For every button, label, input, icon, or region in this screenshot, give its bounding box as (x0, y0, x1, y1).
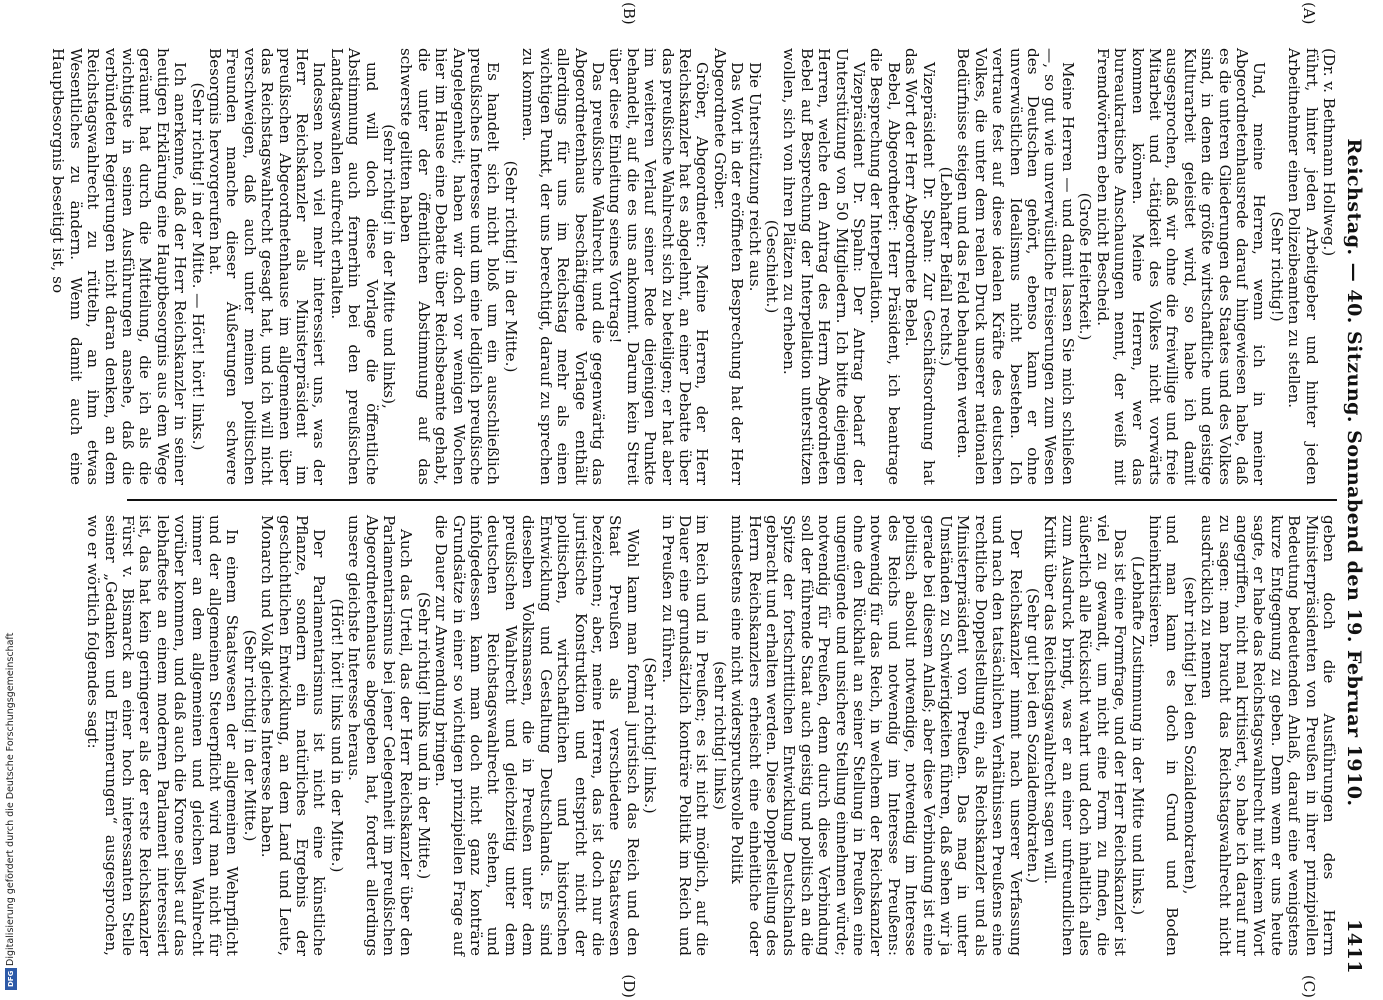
paragraph: Vizepräsident Dr. Spahn: Der Antrag bedarf der Unterstützung von 50 Mitgliedern. Ich bitte diejenigen Herren, welche den Antrag des Herrn Abgeordneten Bebel auf Besprechung der Interpellation unterstützen wollen, sich von ihren Plätzen zu erheben. (780, 48, 869, 485)
paragraph: Der Parlamentarismus ist nicht eine künstliche Pflanze, sondern ein natürliches Ergebnis der geschichtlichen Entwicklung, an dem Land und Leute, Monarch und Volk gleiches Interesse haben. (258, 515, 329, 956)
stage-direction: (Sehr gut! bei den Sozialdemokraten.) (1024, 587, 1043, 884)
paragraph: Das preußische Wahlrecht und die gegenwärtig das Abgeordnetenhaus beschäftigende Vorlage enthält allerdings für uns im Reichstag mehr als einen wichtigen Punkt, der uns berechtigt, darauf zu sprechen zu kommen. (519, 48, 607, 485)
paragraph: Bebel, Abgeordneter: Herr Präsident, ich beantrage die Besprechung der Interpellation. (867, 48, 903, 485)
right-column (84, 501, 1338, 998)
dfg-logo: DFG (5, 968, 17, 990)
left-column (49, 2, 1338, 501)
margin-mark-a: (A) (1300, 2, 1318, 25)
paragraph: Es handelt sich nicht bloß um ein ausschließlich preußisches Interesse und um eine lediglich preußische Angelegenheit; haben wir doch vor wenigen Wochen hier im Hause eine Debatte über Reichsbeamte gehabt, die unter der öffentlichen Abstimmung auf das schwerste gelitten haben (397, 48, 503, 485)
paragraph: In einem Staatswesen der allgemeinen Wehrpflicht und der allgemeinen Steuerpflicht wird man nicht für immer an dem allgemeinen und gleichen Wahlrecht vorüber kommen, und daß auch die Krone selbst auf das lebhafteste an einem modernen Parlament interessiert ist, das hat kein geringerer als der erste Reichskanzler Fürst v. Bismarck an einer hoch interessanten Stelle seiner „Gedanken und Erinnerungen“ ausgesprochen, wo er wörtlich folgendes sagt: (84, 515, 242, 956)
page-number: 1411 (1343, 919, 1365, 974)
stage-direction: (Hört! hört! links und in der Mitte.) (327, 598, 346, 873)
paragraph: Das Wort in der eröffneten Besprechung hat der Herr Abgeordnete Gröber. (710, 48, 747, 485)
margin-mark-c: (C) (1300, 974, 1318, 998)
stage-direction: (Lebhafter Beifall rechts.) (937, 166, 956, 367)
paragraph: Ich anerkenne, daß der Herr Reichskanzler in seiner heutigen Erklärung eine Hauptbesorgnis aus dem Wege geräumt hat durch die Mitteilung, die ich als die wichtigste in seinen Ausführungen ansehe, daß die verbündeten Regierungen nicht daran denken, an dem Reichstagswahlrecht zu rütteln, an ihm etwas Wesentliches zu ändern. Wenn damit auch eine Hauptbesorgnis beseitigt ist, so (49, 48, 190, 485)
paragraph: führt, hinter jeden Arbeitgeber und hinter jeden Arbeitnehmer einen Polizeibeamten zu stellen. (1285, 48, 1321, 485)
paragraph: im Reich und in Preußen; es ist nicht möglich, auf die Dauer eine grundsätzlich konträre Politik im Reich und in Preußen zu führen. (658, 515, 712, 956)
stage-direction: (Sehr richtig! links.) (641, 657, 660, 814)
margin-mark-d: (D) (620, 974, 638, 998)
stage-direction: (sehr richtig! links) (710, 660, 729, 810)
paragraph: Und, meine Herren, wenn ich in meiner Abgeordnetenhausrede darauf hingewiesen habe, daß es die unteren Gliederungen des Staates und des Volkes sind, in denen die größte wirtschaftliche und geistige Kulturarbeit geleistet wird, so habe ich damit ausgesprochen, daß wir ohne die freiwillige und freie Mitarbeit und -tätigkeit des Volkes nicht vorwärts kommen können. Meine Herren, wer das bureaukratische Anschauungen nennt, der weiß mit Fremdwörtern eben nicht Bescheid. (1093, 48, 1269, 485)
paragraph: und will doch diese Vorlage die öffentliche Abstimmung auch fernerhin bei den preußischen Landtagswahlen aufrecht erhalten. (327, 48, 381, 485)
stage-direction: (Sehr richtig!) (1267, 211, 1286, 322)
stage-direction: (Große Heiterkeit.) (1076, 192, 1095, 341)
paragraph: Vizepräsident Dr. Spahn: Zur Geschäftsordnung hat das Wort der Herr Abgeordnete Bebel. (902, 48, 938, 485)
paragraph: Wohl kann man formal juristisch das Reich und den Staat Preußen als verschiedene Staatswesen bezeichnen; aber, meine Herren, das ist doch nur die juristische Konstruktion und entspricht nicht der politischen, wirtschaftlichen und historischen Entwicklung und Gestaltung Deutschlands. Es sind dieselben Volksmassen, die in Preußen unter dem preußischen Wahlrecht und gleichzeitig unter dem deutschen Reichstagswahlrecht stehen, und infolgedessen kann man doch nicht ganz konträre Grundsätze in einer so wichtigen prinzipiellen Frage auf die Dauer zur Anwendung bringen. (432, 515, 642, 956)
paragraph: Das ist eine Formfrage, und der Herr Reichskanzler ist viel zu gewandt, um nicht eine Form zu finden, die äußerlich alle Rücksicht wahrt und doch inhaltlich alles zum Ausdruck bringt, was er an einer unfreundlichen Kritik über das Reichstagswahlrecht sagen will. (1041, 515, 1130, 956)
paragraph: Gröber, Abgeordneter: Meine Herren, der Herr Reichskanzler hat es abgelehnt, an einer Debatte über das preußische Wahlrecht sich zu beteiligen; er hat aber im weiteren Verlauf seiner Rede diejenigen Punkte behandelt, auf die es uns ankommt. Darum kein Streit über diese Einleitung seines Vortrags! (606, 48, 712, 485)
margin-mark-b: (B) (620, 2, 638, 25)
paragraph: Auch das Urteil, das der Herr Reichskanzler über den Parlamentarismus bei jener Gelegenheit im preußischen Abgeordnetenhause abgegeben hat, fordert allerdings unsere gleichste Interesse heraus. (345, 515, 416, 956)
stage-direction: (sehr richtig! in der Mitte und links), (380, 124, 399, 409)
stage-direction: (Sehr richtig! links und in der Mitte.) (414, 591, 433, 880)
paragraph: Die Unterstützung reicht aus. (745, 62, 764, 292)
paragraph: Meine Herren — und damit lassen Sie mich schließen —, so gut wie unverwüstliche Ereiserungen zum Wesen des Deutschen gehört, ebenso kann er ohne unverwüstlichen Idealismus nicht bestehen. Ich vertraue fest auf diese idealen Kräfte des deutschen Volkes, die unter dem realen Druck unserer nationalen Bedürfnisse steigen und das Feld behaupten werden. (954, 48, 1077, 485)
paragraph: (Dr. v. Bethmann Hollweg.) (1320, 48, 1338, 257)
stage-direction: (Sehr richtig! in der Mitte. — Hört! hört! links.) (188, 82, 207, 451)
digitization-credit-text: Digitalisierung gefördert durch die Deutsche Forschungsgemeinschaft (5, 632, 16, 966)
paragraph: geben doch die Ausführungen des Herrn Ministerpräsidenten von Preußen in ihrer prinzipiellen Bedeutung bedeutenden Anlaß, darauf eine wenigstens kurze Entgegnung zu geben. Denn wenn er uns heute sagte, er habe das Reichstagswahlrecht mit keinem Wort angegriffen, nicht mal kritisiert, so habe ich darauf nur zu sagen: man braucht das Reichstagswahlrecht nicht ausdrücklich zu nennen (1198, 515, 1338, 956)
stage-direction: (Sehr richtig! in der Mitte.) (240, 629, 259, 842)
stage-direction: (Sehr richtig! in der Mitte.) (501, 160, 520, 373)
stage-direction: (Geschieht.) (763, 219, 781, 314)
text-columns (49, 2, 1338, 998)
page-title: Reichstag. — 40. Sitzung. Sonnabend den 19. Februar 1910. (1343, 138, 1365, 807)
paragraph: Indessen noch viel mehr interessiert uns, was der Herr Reichskanzler als Ministerpräsident im preußischen Abgeordnetenhause im allgemeinen über das Reichstagswahlrecht gesagt hat, und ich will nicht verschweigen, daß auch unter meinen politischen Freunden manche dieser Äußerungen schwere Besorgnis hervorgerufen hat. (206, 48, 329, 485)
right-column-body (84, 515, 1337, 966)
page-header (1337, 20, 1365, 980)
paragraph: und man kann es doch in Grund und Boden hineinkritisieren. (1145, 515, 1182, 956)
paragraph: Der Reichskanzler nimmt nach unserer Verfassung und nach den tatsächlichen Verhältnissen Preußens eine rechtliche Doppelstellung ein, als Reichskanzler und als Ministerpräsident von Preußen. Das mag in unter Umständen zu Schwierigkeiten führen, daß sehen wir ja gerade bei diesem Anlaß; aber diese Verbindung ist eine politisch absolut notwendige, notwendig im Interesse des Reichs und notwendig im Interesse Preußens: notwendig für das Reich, in welchem der Reichskanzler ohne den Rückhalt an seiner Stellung in Preußen eine ungenügende und unsichere Stellung einnehmen würde; notwendig für Preußen, denn durch diese Verbindung soll der führende Staat auch geistig und politisch an die Spitze der fortschrittlichen Entwicklung Deutschlands gebracht und erhalten werden. Diese Doppelstellung des Herrn Reichskanzlers erheischt eine einheitliche oder mindestens eine nicht widerspruchsvolle Politik (728, 515, 1025, 956)
digitization-credit (2, 576, 18, 996)
stage-direction: (sehr richtig! bei den Sozialdemokraten), (1180, 576, 1199, 895)
stage-direction: (Lebhafte Zustimmung in der Mitte und links.) (1128, 555, 1147, 916)
left-column-body (49, 34, 1337, 485)
